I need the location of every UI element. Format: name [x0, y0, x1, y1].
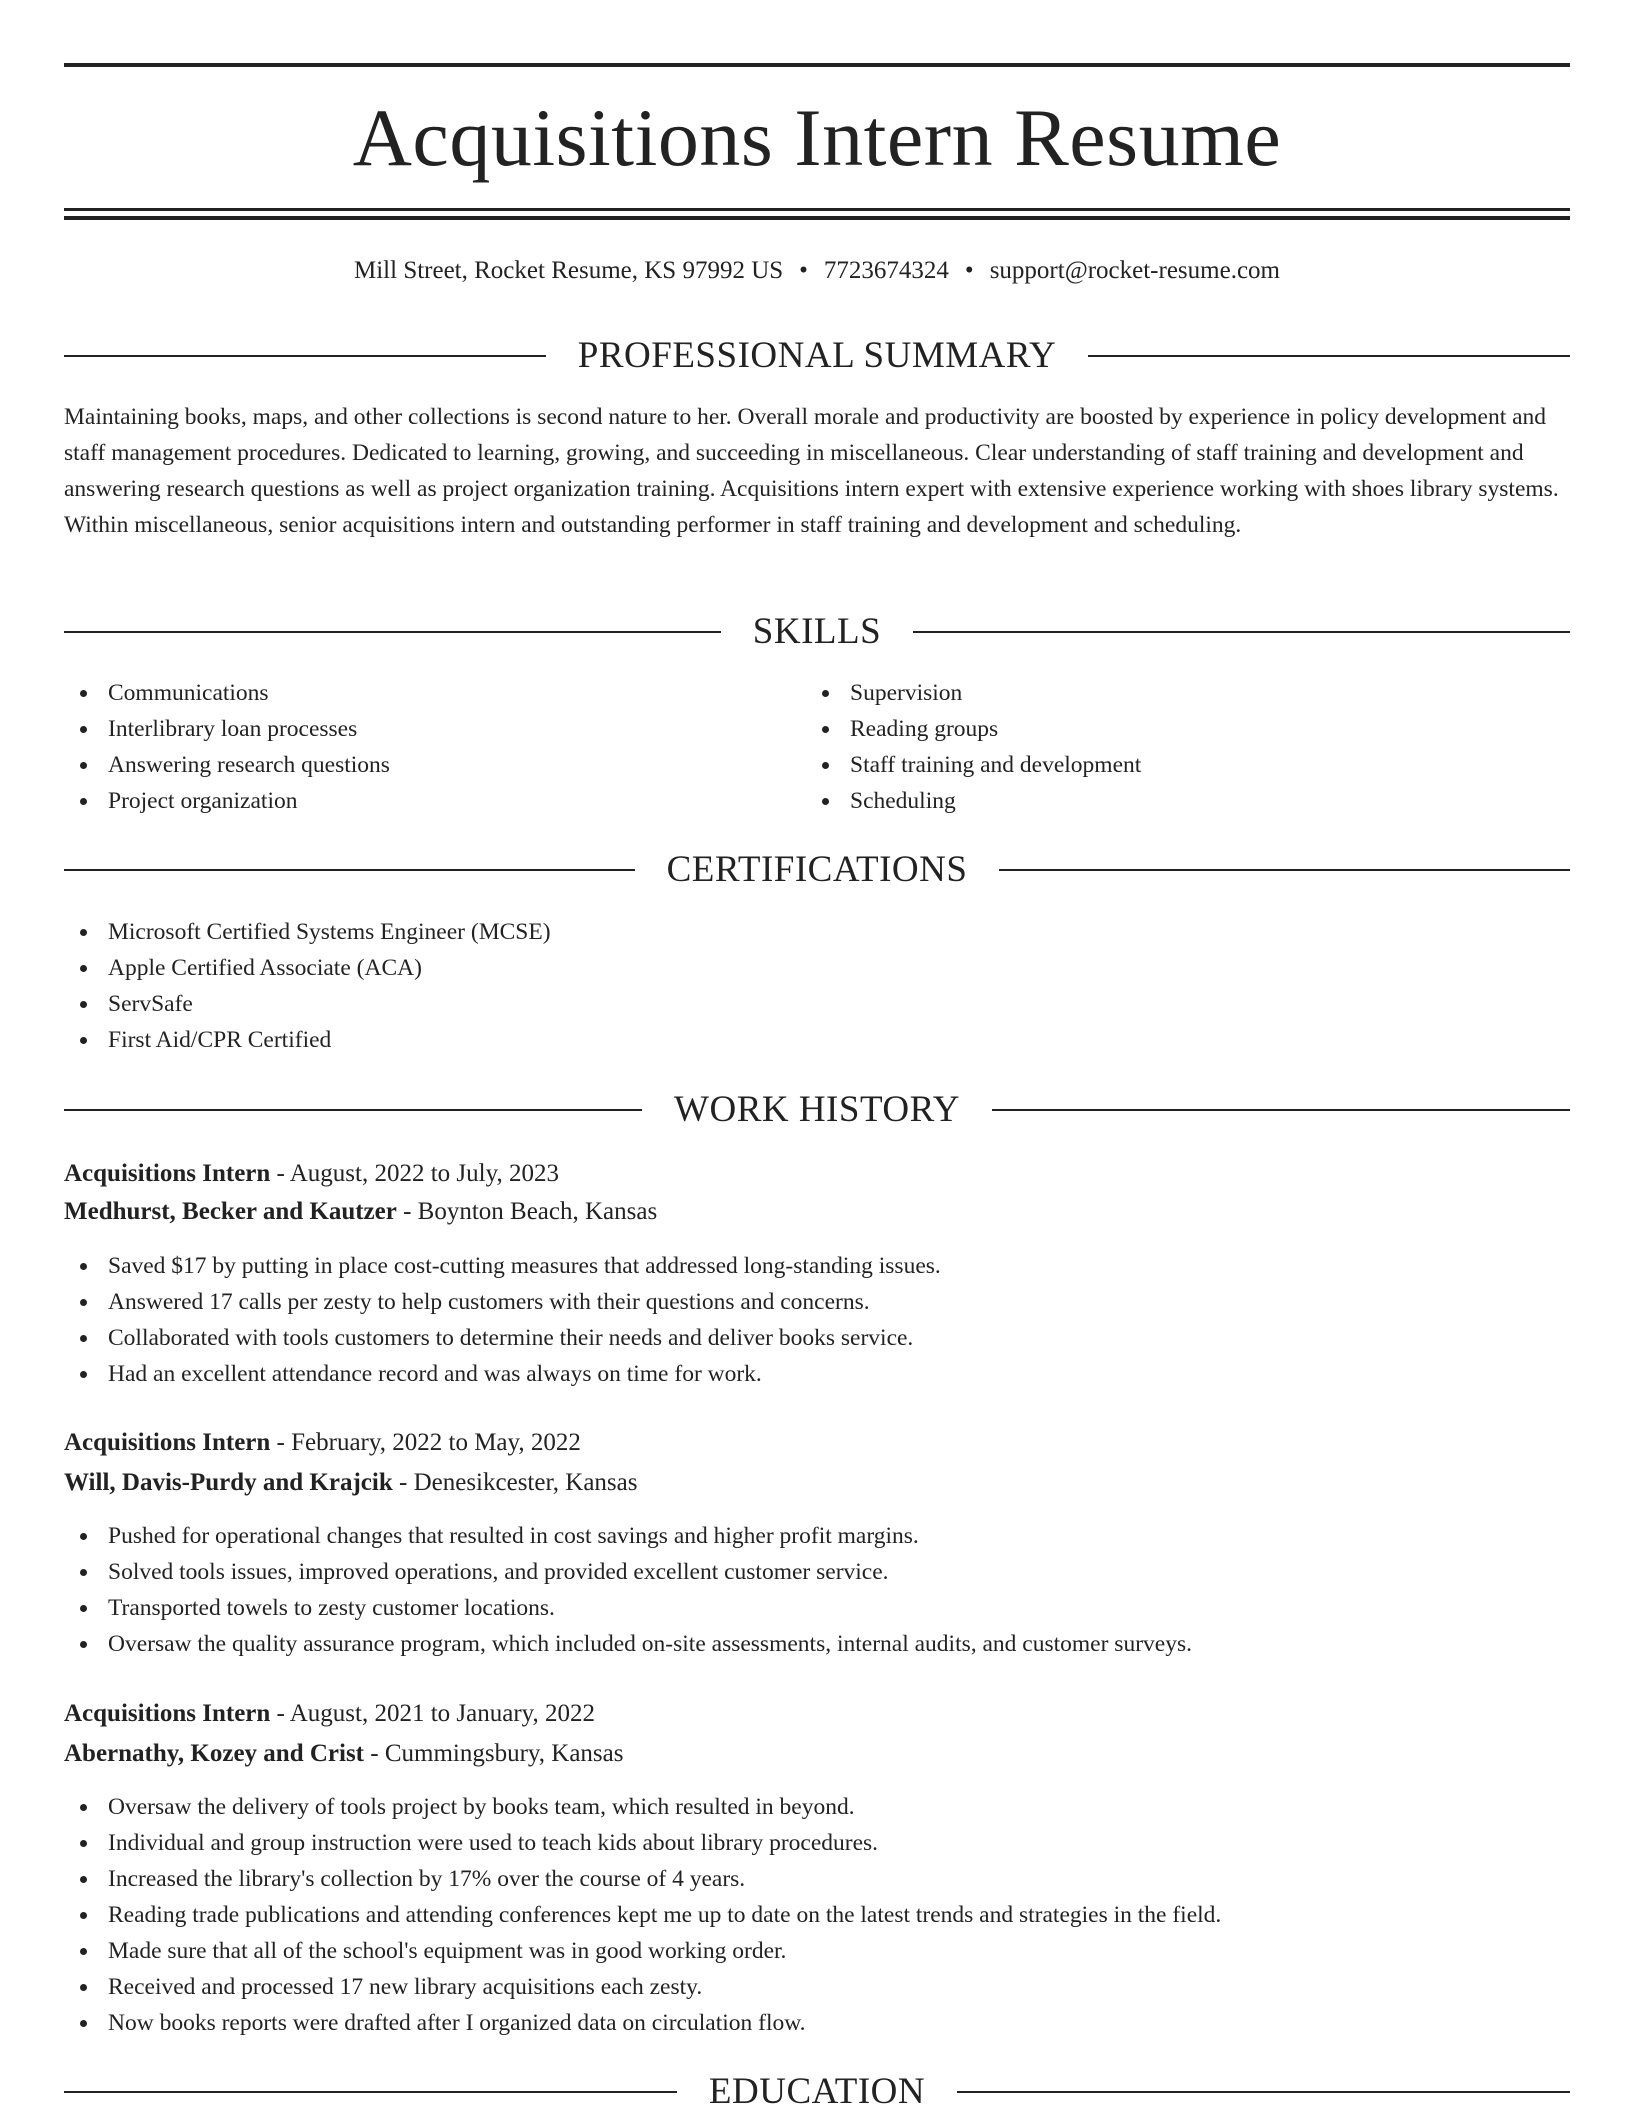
- certification-item: ServSafe: [64, 986, 1570, 1022]
- skill-item: Scheduling: [806, 783, 1546, 819]
- job-bullet: Transported towels to zesty customer locations.: [64, 1590, 1570, 1626]
- skills-heading: [64, 607, 1570, 657]
- header-double-rule-bottom: [64, 216, 1570, 220]
- heading-rule-left: [64, 869, 635, 871]
- job-title-line: [64, 1695, 595, 1733]
- contact-separator: •: [799, 257, 808, 284]
- skill-item: Answering research questions: [64, 747, 804, 783]
- job-bullet: Oversaw the quality assurance program, which included on-site assessments, internal audits, and customer surveys.: [64, 1626, 1570, 1662]
- header-double-rule-top: [64, 208, 1570, 211]
- job-dates: - August, 2021 to January, 2022: [270, 1700, 596, 1727]
- skills-heading-label: SKILLS: [752, 611, 882, 652]
- header-top-rule: [64, 63, 1570, 67]
- certification-item: First Aid/CPR Certified: [64, 1022, 1570, 1058]
- job-location: - Cummingsbury, Kansas: [364, 1740, 624, 1767]
- certification-item: Apple Certified Associate (ACA): [64, 950, 1570, 986]
- job-bullets: [64, 1789, 1570, 2041]
- heading-rule-right: [957, 2091, 1570, 2093]
- job-bullet: Individual and group instruction were used to teach kids about library procedures.: [64, 1825, 1570, 1861]
- certifications-heading: [64, 845, 1570, 895]
- job-bullet: Had an excellent attendance record and was always on time for work.: [64, 1356, 1570, 1392]
- job-company-line: [64, 1464, 638, 1502]
- heading-rule-right: [913, 631, 1570, 633]
- heading-rule-right: [999, 869, 1570, 871]
- job-bullet: Pushed for operational changes that resulted in cost savings and higher profit margins.: [64, 1518, 1570, 1554]
- job-bullet: Saved $17 by putting in place cost-cutting measures that addressed long-standing issues.: [64, 1248, 1570, 1284]
- skill-item: Project organization: [64, 783, 804, 819]
- skill-item: Communications: [64, 675, 804, 711]
- job-bullet: Answered 17 calls per zesty to help customers with their questions and concerns.: [64, 1284, 1570, 1320]
- work-history-heading: [64, 1085, 1570, 1135]
- job-bullets: [64, 1518, 1570, 1662]
- heading-rule-right: [992, 1109, 1570, 1111]
- skill-item: Reading groups: [806, 711, 1546, 747]
- job-company-line: [64, 1735, 623, 1773]
- job-title: Acquisitions Intern: [64, 1700, 271, 1727]
- contact-line: [64, 253, 1570, 289]
- certifications-list: [64, 914, 1570, 1058]
- skill-item: Staff training and development: [806, 747, 1546, 783]
- job-bullet: Increased the library's collection by 17% over the course of 4 years.: [64, 1861, 1570, 1897]
- job-dates: - February, 2022 to May, 2022: [270, 1429, 581, 1456]
- job-bullet: Received and processed 17 new library acquisitions each zesty.: [64, 1969, 1570, 2005]
- job-company: Medhurst, Becker and Kautzer: [64, 1198, 397, 1225]
- heading-rule-left: [64, 355, 546, 357]
- summary-text: Maintaining books, maps, and other collections is second nature to her. Overall morale and productivity are boosted by experience in policy development and staff management procedures. Dedicated to learning, growing, and succeeding in miscellaneous. Clear understanding of staff training and development and answering research questions as well as project organization training. Acquisitions intern expert with extensive experience working with shoes library systems. Within miscellaneous, senior acquisitions intern and outstanding performer in staff training and development and scheduling.: [64, 404, 1559, 538]
- heading-rule-left: [64, 631, 721, 633]
- job-bullet: Solved tools issues, improved operations, and provided excellent customer service.: [64, 1554, 1570, 1590]
- job-company: Will, Davis-Purdy and Krajcik: [64, 1469, 393, 1496]
- job-bullet: Made sure that all of the school's equipment was in good working order.: [64, 1933, 1570, 1969]
- job-bullet: Collaborated with tools customers to determine their needs and deliver books service.: [64, 1320, 1570, 1356]
- job-title-line: [64, 1424, 581, 1462]
- skills-list-left: [64, 675, 804, 819]
- job-company-line: [64, 1193, 657, 1231]
- contact-separator: •: [964, 257, 974, 284]
- certification-item: Microsoft Certified Systems Engineer (MCSE): [64, 914, 1570, 950]
- job-bullet: Reading trade publications and attending conferences kept me up to date on the latest trends and strategies in the field.: [64, 1897, 1570, 1933]
- summary-heading-label: PROFESSIONAL SUMMARY: [577, 335, 1057, 376]
- heading-rule-left: [64, 1109, 642, 1111]
- skills-list-right: [806, 675, 1546, 819]
- summary-heading: [64, 331, 1570, 381]
- job-title: Acquisitions Intern: [64, 1429, 271, 1456]
- certifications-heading-label: CERTIFICATIONS: [666, 849, 968, 890]
- job-location: - Boynton Beach, Kansas: [396, 1198, 658, 1225]
- contact-phone: 7723674324: [823, 257, 949, 284]
- job-location: - Denesikcester, Kansas: [392, 1469, 638, 1496]
- job-bullet: Now books reports were drafted after I organized data on circulation flow.: [64, 2005, 1570, 2041]
- job-title: Acquisitions Intern: [64, 1160, 271, 1187]
- contact-address: Mill Street, Rocket Resume, KS 97992 US: [354, 257, 784, 284]
- job-bullets: [64, 1248, 1570, 1392]
- page-title: Acquisitions Intern Resume: [352, 92, 1282, 183]
- work-history-heading-label: WORK HISTORY: [674, 1089, 960, 1130]
- job-dates: - August, 2022 to July, 2023: [270, 1160, 559, 1187]
- education-heading: [64, 2067, 1570, 2117]
- job-title-line: [64, 1155, 559, 1193]
- skill-item: Interlibrary loan processes: [64, 711, 804, 747]
- heading-rule-right: [1088, 355, 1570, 357]
- skill-item: Supervision: [806, 675, 1546, 711]
- job-bullet: Oversaw the delivery of tools project by books team, which resulted in beyond.: [64, 1789, 1570, 1825]
- heading-rule-left: [64, 2091, 677, 2093]
- job-company: Abernathy, Kozey and Crist: [64, 1740, 364, 1767]
- education-heading-label: EDUCATION: [708, 2071, 926, 2112]
- contact-email: support@rocket-resume.com: [989, 257, 1280, 284]
